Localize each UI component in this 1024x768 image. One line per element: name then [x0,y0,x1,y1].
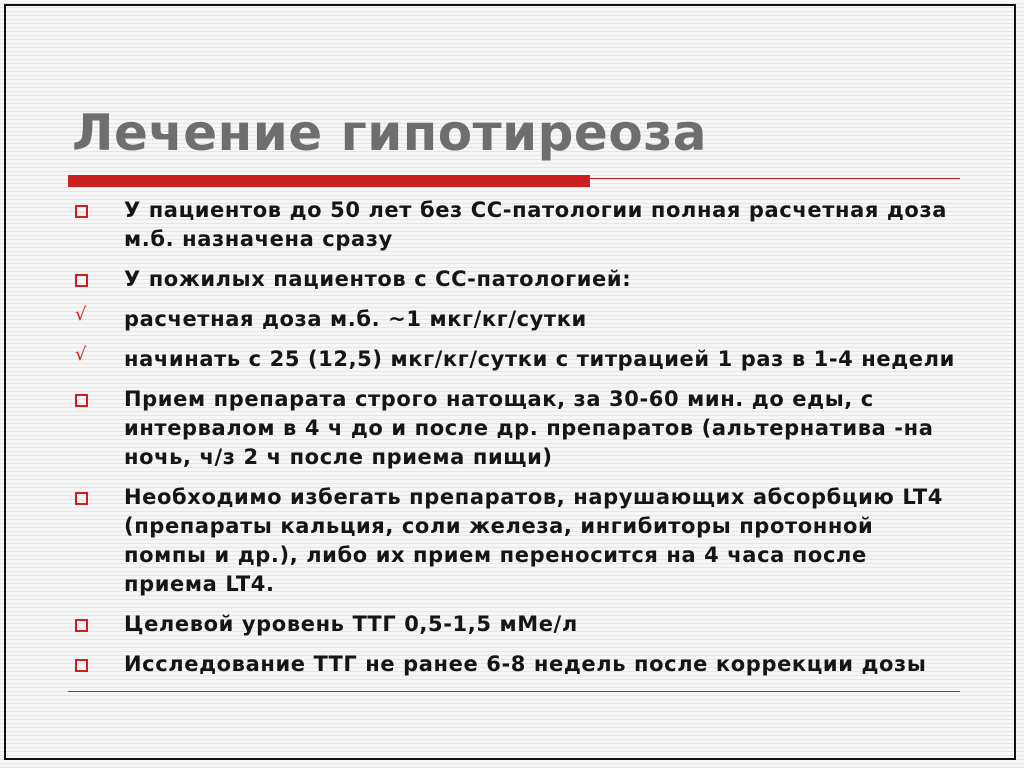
list-item [70,345,960,374]
bullet-text: У пожилых пациентов с СС-патологией: [124,267,632,291]
bullet-text: Необходимо избегать препаратов, нарушающих абсорбцию LT4 (препараты кальция, соли железа, ингибиторы протонной помпы и др.), либо их прием переносится на 4 часа после приема LT4. [124,485,943,596]
list-item [70,265,960,294]
square-bullet-icon [75,619,88,632]
bullet-text: расчетная доза м.б. ~1 мкг/кг/сутки [124,307,587,331]
bullet-text: начинать с 25 (12,5) мкг/кг/сутки с титрацией 1 раз в 1-4 недели [124,347,955,371]
square-bullet-icon [75,659,88,672]
check-mark-icon: √ [75,344,87,365]
list-item [70,196,960,254]
square-bullet-icon [75,205,88,218]
list-item [70,650,960,679]
bullet-text: Прием препарата строго натощак, за 30-60 мин. до еды, с интервалом в 4 ч до и после др. препаратов (альтернатива -на ночь, ч/з 2 ч после приема пищи) [124,387,934,469]
square-bullet-icon [75,274,88,287]
list-item [70,305,960,334]
title-underline-line [590,178,960,179]
bullet-text: Исследование ТТГ не ранее 6-8 недель после коррекции дозы [124,652,927,676]
slide-title: Лечение гипотиреоза [72,104,707,162]
bullet-text: У пациентов до 50 лет без СС-патологии полная расчетная доза м.б. назначена сразу [124,198,948,251]
check-mark-icon: √ [75,304,87,325]
bullet-text: Целевой уровень ТТГ 0,5-1,5 мМе/л [124,612,578,636]
square-bullet-icon [75,394,88,407]
footer-divider-line [68,691,960,692]
list-item [70,385,960,472]
bullet-list [70,196,960,690]
square-bullet-icon [75,492,88,505]
list-item [70,483,960,599]
title-underline-bar [68,175,590,187]
list-item [70,610,960,639]
